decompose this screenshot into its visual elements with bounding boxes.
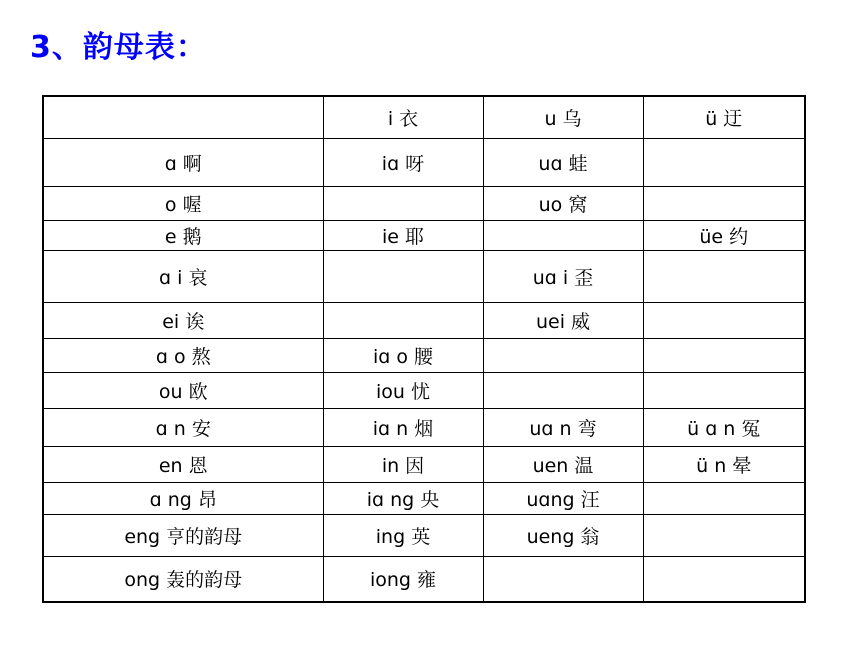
- table-cell: uɑ i 歪: [483, 250, 643, 302]
- table-row: [43, 556, 805, 602]
- table-row: [43, 446, 805, 482]
- table-cell: iɑ 呀: [323, 138, 483, 186]
- table-cell: ie 耶: [323, 220, 483, 250]
- table-cell: ɑ o 熬: [43, 338, 323, 372]
- table-cell: uen 温: [483, 446, 643, 482]
- table-row: [43, 514, 805, 556]
- table-row: [43, 186, 805, 220]
- table-cell: o 喔: [43, 186, 323, 220]
- finals-table: [42, 95, 806, 603]
- table-cell: ueng 翁: [483, 514, 643, 556]
- table-cell: [643, 302, 805, 338]
- table-cell: [483, 556, 643, 602]
- table-cell: ü n 晕: [643, 446, 805, 482]
- table-cell: [43, 96, 323, 138]
- table-cell: [643, 338, 805, 372]
- table-cell: eng 亨的韵母: [43, 514, 323, 556]
- table-cell: [323, 302, 483, 338]
- table-cell: ɑ n 安: [43, 408, 323, 446]
- table-row: [43, 96, 805, 138]
- table-cell: üe 约: [643, 220, 805, 250]
- table-cell: uɑ n 弯: [483, 408, 643, 446]
- table-cell: [643, 556, 805, 602]
- table-cell: [643, 138, 805, 186]
- table-cell: [483, 338, 643, 372]
- table-cell: iong 雍: [323, 556, 483, 602]
- table-cell: en 恩: [43, 446, 323, 482]
- table-row: [43, 220, 805, 250]
- table-cell: ü 迂: [643, 96, 805, 138]
- table-cell: u 乌: [483, 96, 643, 138]
- table-cell: ei 诶: [43, 302, 323, 338]
- table-cell: iɑ ng 央: [323, 482, 483, 514]
- table-cell: ɑ i 哀: [43, 250, 323, 302]
- table-row: [43, 408, 805, 446]
- table-cell: [323, 186, 483, 220]
- table-row: [43, 338, 805, 372]
- table-cell: ing 英: [323, 514, 483, 556]
- table-cell: [643, 186, 805, 220]
- table-cell: [643, 482, 805, 514]
- table-cell: iou 忧: [323, 372, 483, 408]
- table-cell: ɑ ng 昂: [43, 482, 323, 514]
- table-cell: e 鹅: [43, 220, 323, 250]
- table-cell: iɑ n 烟: [323, 408, 483, 446]
- table-cell: [643, 514, 805, 556]
- table-cell: [643, 250, 805, 302]
- table-cell: uei 威: [483, 302, 643, 338]
- table-row: [43, 302, 805, 338]
- table-row: [43, 372, 805, 408]
- table-cell: ü ɑ n 冤: [643, 408, 805, 446]
- table-cell: [483, 372, 643, 408]
- table-cell: [323, 250, 483, 302]
- table-cell: ɑ 啊: [43, 138, 323, 186]
- table-row: [43, 482, 805, 514]
- table-cell: uɑ 蛙: [483, 138, 643, 186]
- table-row: [43, 250, 805, 302]
- table-cell: [643, 372, 805, 408]
- table-cell: iɑ o 腰: [323, 338, 483, 372]
- table-cell: ong 轰的韵母: [43, 556, 323, 602]
- table-cell: i 衣: [323, 96, 483, 138]
- table-cell: uɑng 汪: [483, 482, 643, 514]
- page-title: 3、韵母表：: [30, 30, 207, 65]
- table-cell: ou 欧: [43, 372, 323, 408]
- table-cell: [483, 220, 643, 250]
- table-cell: uo 窝: [483, 186, 643, 220]
- table-cell: in 因: [323, 446, 483, 482]
- table-row: [43, 138, 805, 186]
